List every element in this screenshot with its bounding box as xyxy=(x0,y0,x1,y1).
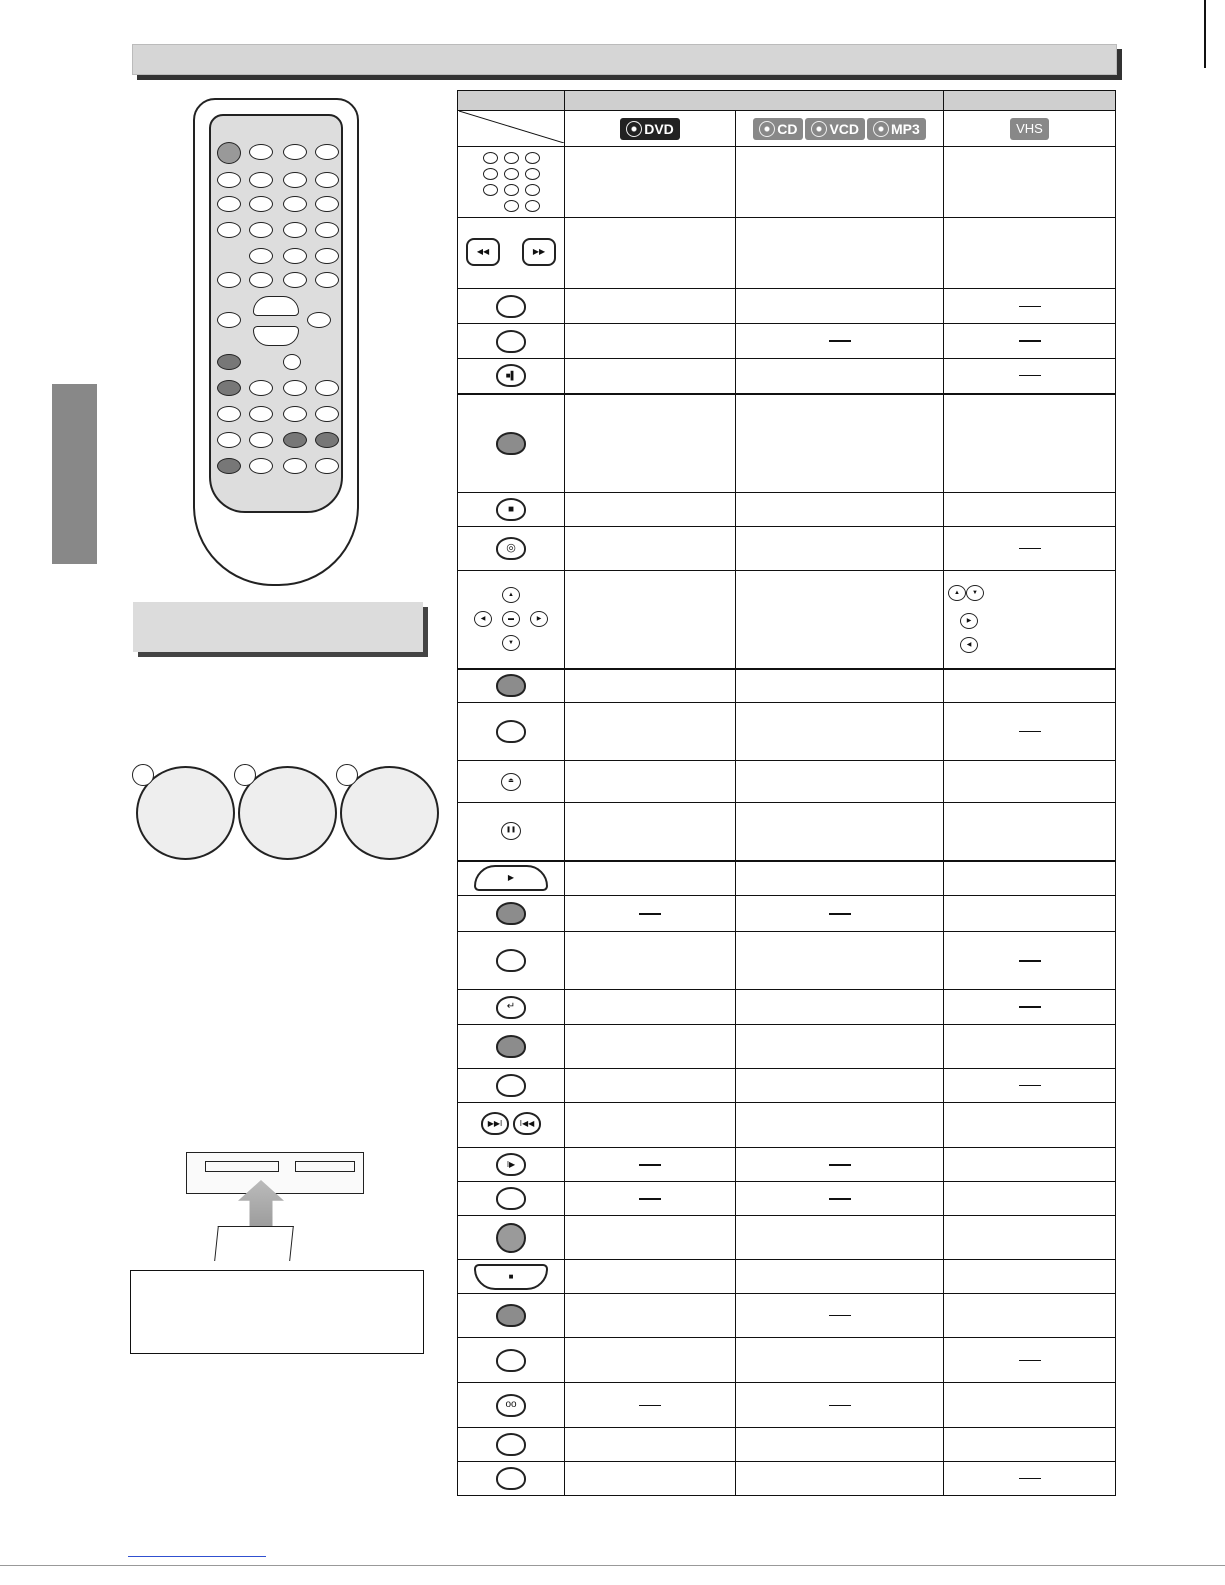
table-row xyxy=(458,1338,1116,1383)
remote-button xyxy=(217,354,241,370)
remote-tip-illustration xyxy=(214,1226,294,1261)
table-row xyxy=(458,803,1116,861)
audio-button-icon: ■▌ xyxy=(496,364,526,387)
disc-icon xyxy=(759,121,775,137)
table-header-row xyxy=(458,91,1116,111)
section-header-bar xyxy=(132,44,1117,75)
remote-rewind-button xyxy=(217,312,241,328)
disc-icon xyxy=(626,121,642,137)
dark-button-icon xyxy=(496,1035,526,1058)
dvd-label: DVD xyxy=(644,120,674,137)
table-row xyxy=(458,1103,1116,1148)
power-button-icon xyxy=(496,1223,526,1253)
number-buttons-cell xyxy=(458,147,565,218)
table-row xyxy=(458,1069,1116,1103)
dark-button-icon xyxy=(496,1304,526,1327)
media-logo-row xyxy=(458,111,1116,147)
oval-button-icon xyxy=(496,1349,526,1372)
dash-mark xyxy=(639,1164,661,1166)
oval-button-icon xyxy=(496,720,526,743)
remote-forward-button xyxy=(307,312,331,328)
oval-button-icon xyxy=(496,330,526,353)
table-row xyxy=(458,324,1116,359)
remote-button xyxy=(249,248,273,264)
remote-down-button xyxy=(283,406,307,422)
pause-icon: ❚❚ xyxy=(501,822,521,840)
play-button-icon: ▶ xyxy=(474,865,548,891)
dash-mark xyxy=(1019,340,1041,342)
dark-button-icon xyxy=(496,674,526,697)
remote-button xyxy=(249,222,273,238)
table-row xyxy=(458,990,1116,1025)
table-row xyxy=(458,1260,1116,1294)
remote-play-button xyxy=(253,296,299,316)
remote-button xyxy=(315,222,339,238)
skip-forward-icon: ▶▶I xyxy=(481,1112,509,1135)
dvd-logo-cell xyxy=(565,111,736,147)
cursor-buttons-cell xyxy=(458,571,565,669)
remote-button xyxy=(283,458,307,474)
table-row xyxy=(458,1025,1116,1069)
remote-button xyxy=(249,432,273,448)
remote-up-button xyxy=(283,354,301,370)
table-row xyxy=(458,1294,1116,1338)
remote-return-button xyxy=(315,406,339,422)
disc-tray xyxy=(295,1161,355,1172)
dash-mark xyxy=(1019,1006,1041,1008)
table-row xyxy=(458,669,1116,703)
remote-button xyxy=(217,172,241,188)
diagonal-cell xyxy=(458,111,565,147)
enter-icon: ▬ xyxy=(502,611,520,627)
remote-enter-button xyxy=(283,380,307,396)
remote-button xyxy=(283,196,307,212)
remote-button xyxy=(249,144,273,160)
table-row xyxy=(458,1182,1116,1216)
table-row xyxy=(458,218,1116,289)
note-box xyxy=(130,1270,424,1354)
remote-button xyxy=(217,432,241,448)
remote-button xyxy=(283,432,307,448)
dark-button-icon xyxy=(496,902,526,925)
battery-step-illustration xyxy=(340,766,439,860)
up-arrow-icon: ▲ xyxy=(948,585,966,601)
table-row xyxy=(458,1428,1116,1462)
vcr-left-icon xyxy=(960,637,978,653)
side-tab xyxy=(52,384,97,564)
table-row xyxy=(458,896,1116,932)
down-arrow-icon: ▼ xyxy=(502,635,520,651)
oval-button-icon xyxy=(496,949,526,972)
table-row xyxy=(458,703,1116,761)
mp3-logo xyxy=(867,118,926,140)
left-arrow-icon: ◀ xyxy=(960,637,978,653)
table-row xyxy=(458,394,1116,493)
table-row xyxy=(458,1216,1116,1260)
remote-pause-button xyxy=(315,272,339,288)
table-row xyxy=(458,571,1116,669)
dash-mark xyxy=(829,1405,851,1406)
remote-button xyxy=(315,458,339,474)
left-arrow-icon: ◀ xyxy=(474,611,492,627)
step-marker xyxy=(234,764,256,786)
eject-icon: ⏏ xyxy=(501,773,521,791)
stop-square-button-icon: ■ xyxy=(496,498,526,521)
vcr-cursor-cell xyxy=(944,571,1116,669)
disc-icon xyxy=(811,121,827,137)
header-button-cell xyxy=(458,91,565,111)
step-marker xyxy=(132,764,154,786)
step-marker xyxy=(336,764,358,786)
table-row xyxy=(458,1383,1116,1428)
vcr-button-icon: oo xyxy=(496,1394,526,1417)
vcd-label: VCD xyxy=(829,120,859,137)
dash-mark xyxy=(1019,375,1041,376)
divider-line xyxy=(1204,0,1206,68)
table-row xyxy=(458,359,1116,394)
remote-button xyxy=(217,222,241,238)
dash-mark xyxy=(1019,548,1041,549)
dash-mark xyxy=(829,1315,851,1316)
vcr-right-icon xyxy=(960,613,978,629)
remote-control-illustration xyxy=(193,98,359,586)
search-buttons-cell xyxy=(458,218,565,289)
table-row xyxy=(458,493,1116,527)
remote-vcr-button xyxy=(249,272,273,288)
remote-skip-button xyxy=(315,196,339,212)
remote-button xyxy=(283,222,307,238)
dash-mark xyxy=(1019,960,1041,962)
dash-mark xyxy=(829,1164,851,1166)
table-row xyxy=(458,932,1116,990)
dvd-logo xyxy=(620,118,680,140)
skip-back-icon: I◀◀ xyxy=(513,1112,541,1135)
dash-mark xyxy=(829,1198,851,1200)
dash-mark xyxy=(1019,731,1041,732)
remote-left-button xyxy=(249,380,273,396)
up-arrow-icon: ▲ xyxy=(502,587,520,603)
dash-mark xyxy=(639,1405,661,1406)
stop-button-icon: ■ xyxy=(474,1264,548,1290)
remote-eject-button xyxy=(315,144,339,160)
remote-right-button xyxy=(315,380,339,396)
down-arrow-icon: ▼ xyxy=(966,585,984,601)
oval-button-icon xyxy=(496,1074,526,1097)
footer-line xyxy=(0,1565,1225,1566)
disc-icon xyxy=(873,121,889,137)
table-row xyxy=(458,1148,1116,1182)
vhs-label: VHS xyxy=(1016,121,1043,136)
number-buttons-icon xyxy=(483,152,539,212)
remote-button xyxy=(249,458,273,474)
rewind-icon: ◀◀ xyxy=(466,238,500,266)
table-row xyxy=(458,289,1116,324)
dash-mark xyxy=(639,913,661,915)
remote-button xyxy=(249,196,273,212)
dvd-disc-button-icon: ◎ xyxy=(496,537,526,560)
oval-button-icon xyxy=(496,1433,526,1456)
button-function-table xyxy=(457,90,1116,1496)
vhs-logo xyxy=(1010,118,1049,140)
remote-button xyxy=(283,144,307,160)
remote-button xyxy=(249,406,273,422)
mp3-label: MP3 xyxy=(891,120,920,137)
footer-link-underline xyxy=(128,1556,266,1557)
remote-slow-button xyxy=(315,248,339,264)
oval-button-icon xyxy=(496,1187,526,1210)
battery-step-illustration xyxy=(238,766,337,860)
dash-mark xyxy=(1019,1478,1041,1479)
header-disc-cell xyxy=(565,91,944,111)
remote-button xyxy=(217,458,241,474)
remote-power-button xyxy=(217,142,241,164)
remote-button xyxy=(283,248,307,264)
dash-mark xyxy=(1019,1360,1041,1361)
vcd-logo xyxy=(805,118,865,140)
table-row xyxy=(458,527,1116,571)
dash-mark xyxy=(829,913,851,915)
vcr-unit-illustration xyxy=(186,1152,364,1194)
remote-button-panel xyxy=(209,114,343,513)
battery-step-illustration xyxy=(136,766,235,860)
table-row xyxy=(458,1462,1116,1496)
remote-button xyxy=(217,380,241,396)
dash-mark xyxy=(1019,1085,1041,1086)
dash-mark xyxy=(639,1198,661,1200)
remote-dvd-button xyxy=(283,272,307,288)
remote-skip-button xyxy=(315,172,339,188)
remote-button xyxy=(217,196,241,212)
battery-section-header xyxy=(133,602,423,652)
slow-button-icon: I▶ xyxy=(496,1153,526,1176)
remote-button xyxy=(249,172,273,188)
oval-button-icon xyxy=(496,1467,526,1490)
vcr-up-down-icons xyxy=(948,585,984,601)
remote-button xyxy=(283,172,307,188)
right-arrow-icon: ▶ xyxy=(960,613,978,629)
remote-button xyxy=(217,406,241,422)
fast-forward-icon: ▶▶ xyxy=(522,238,556,266)
return-button-icon: ↵ xyxy=(496,996,526,1019)
remote-button xyxy=(315,432,339,448)
cd-vcd-mp3-logo-cell xyxy=(736,111,944,147)
dark-button-icon xyxy=(496,432,526,455)
diagonal-line xyxy=(459,111,564,143)
right-arrow-icon: ▶ xyxy=(530,611,548,627)
table-row xyxy=(458,761,1116,803)
cassette-slot xyxy=(205,1161,279,1172)
dash-mark xyxy=(1019,306,1041,307)
table-row xyxy=(458,861,1116,896)
oval-button-icon xyxy=(496,295,526,318)
dash-mark xyxy=(829,340,851,342)
vhs-logo-cell xyxy=(944,111,1116,147)
cd-logo xyxy=(753,118,803,140)
table-row xyxy=(458,147,1116,218)
header-vcr-cell xyxy=(944,91,1116,111)
cd-label: CD xyxy=(777,120,798,137)
remote-stop-arc-button xyxy=(253,326,299,346)
remote-stop-button xyxy=(217,272,241,288)
